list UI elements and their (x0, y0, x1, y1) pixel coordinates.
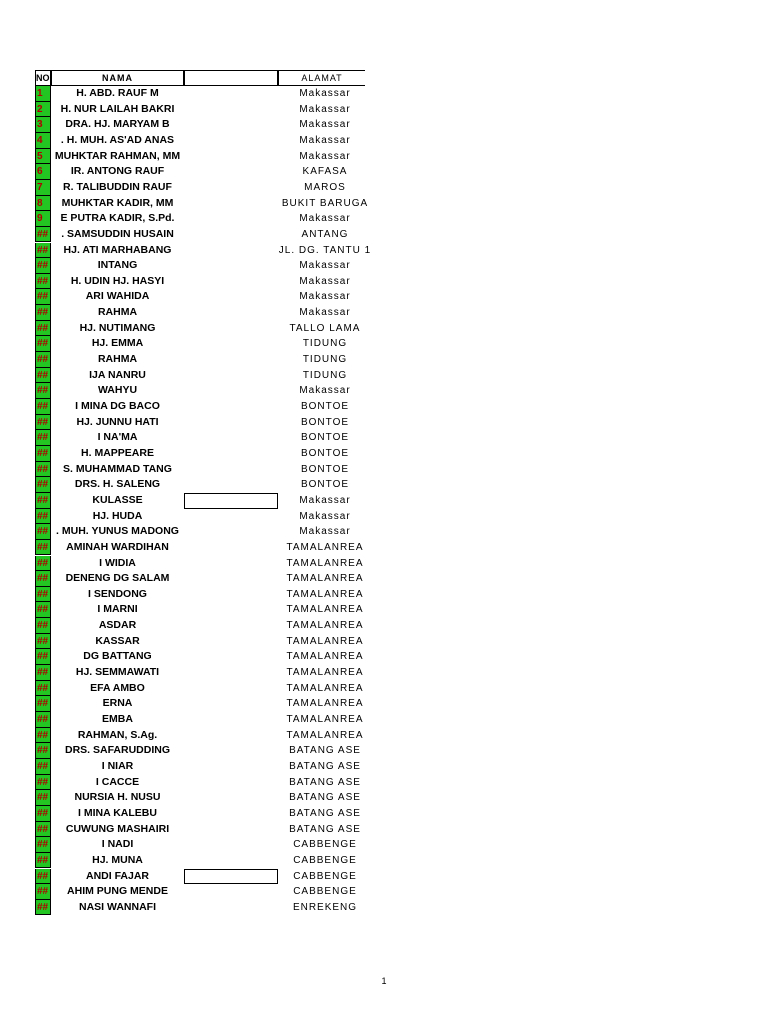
row-nama-text: I MINA DG BACO (75, 400, 160, 412)
row-nama-text: R. TALIBUDDIN RAUF (63, 180, 172, 193)
row-nama (51, 352, 184, 368)
table-row (35, 869, 357, 885)
row-alamat: Makassar (299, 150, 351, 162)
table-row (35, 618, 364, 634)
row-alamat: BONTOE (300, 463, 350, 475)
row-alamat: Makassar (299, 494, 351, 506)
row-number: ## (35, 368, 51, 384)
row-nama-text: . MUH. YUNUS MADONG (56, 525, 179, 538)
row-alamat: TAMALANREA (286, 651, 364, 663)
row-alamat: BATANG ASE (289, 776, 361, 788)
row-number: ## (35, 462, 51, 478)
row-alamat: Makassar (299, 307, 351, 319)
row-nama-text: DG BATTANG (83, 650, 152, 663)
row-nama-text: H. UDIN HJ. HASYI (70, 274, 165, 287)
row-number: ## (35, 665, 51, 681)
row-nama-text: I MINA KALEBU (78, 806, 157, 819)
row-alamat: JL. DG. TANTU 1 (278, 244, 372, 256)
row-nama (51, 383, 184, 399)
row-number: ## (35, 837, 51, 853)
row-number: ## (35, 759, 51, 775)
row-nama (51, 117, 184, 133)
row-number: ## (35, 243, 51, 259)
row-number: ## (35, 383, 51, 399)
row-alamat: BATANG ASE (289, 745, 361, 757)
row-nama-text: RAHMAN, S.Ag. (77, 728, 158, 741)
row-alamat: Makassar (299, 88, 351, 99)
row-nama-text: . SAMSUDDIN HUSAIN (61, 227, 174, 240)
row-alamat: BONTOE (300, 479, 350, 491)
header-no: NO (35, 70, 51, 86)
row-nama-text: ASDAR (98, 619, 137, 632)
row-nama-text: IR. ANTONG RAUF (70, 165, 165, 178)
row-alamat: CABBENGE (293, 886, 357, 898)
row-alamat: Makassar (299, 213, 351, 225)
table-row (35, 602, 364, 618)
row-nama (51, 86, 184, 102)
row-alamat: BUKIT BARUGA (281, 197, 369, 209)
row-nama (51, 336, 184, 352)
row-number: 6 (35, 164, 51, 180)
table-row (35, 509, 351, 525)
row-alamat: MAROS (304, 181, 346, 193)
page-number: 1 (381, 976, 387, 986)
row-number: ## (35, 258, 51, 274)
table-row (35, 430, 350, 446)
row-number: 3 (35, 117, 51, 133)
row-number: ## (35, 681, 51, 697)
table-row (35, 665, 364, 681)
row-number: 1 (35, 86, 51, 102)
row-nama (51, 305, 184, 321)
row-alamat: TAMALANREA (286, 698, 364, 710)
row-nama-text: I WIDIA (99, 556, 136, 569)
row-nama-text: ERNA (102, 697, 133, 710)
row-nama-text: S. MUHAMMAD TANG (63, 462, 172, 475)
row-nama (51, 274, 184, 290)
table-row (35, 587, 364, 603)
row-alamat: CABBENGE (293, 839, 357, 851)
row-nama-text: WAHYU (97, 384, 138, 397)
row-alamat: Makassar (299, 119, 351, 131)
row-nama (51, 289, 184, 305)
row-nama-text: DRS. H. SALENG (74, 478, 161, 491)
row-alamat: TALLO LAMA (289, 322, 361, 334)
row-alamat: TAMALANREA (286, 682, 364, 694)
row-nama (51, 743, 184, 759)
row-number: ## (35, 399, 51, 415)
row-nama (51, 399, 184, 415)
row-nama (51, 806, 184, 822)
row-number: ## (35, 305, 51, 321)
row-nama-text: I NIAR (101, 759, 134, 772)
header-alamat: ALAMAT (278, 70, 365, 86)
table-row (35, 524, 351, 540)
row-number: ## (35, 321, 51, 337)
table-row (35, 211, 351, 227)
table-row (35, 102, 351, 118)
row-alamat: Makassar (299, 275, 351, 287)
row-nama-text: MUHKTAR KADIR, MM (61, 196, 174, 209)
row-number: 2 (35, 102, 51, 118)
row-number: ## (35, 618, 51, 634)
row-number: ## (35, 493, 51, 509)
row-alamat: BONTOE (300, 416, 350, 428)
row-number: ## (35, 634, 51, 650)
row-nama-text: KULASSE (92, 493, 143, 506)
row-nama-text: EFA AMBO (90, 681, 145, 694)
row-number: ## (35, 477, 51, 493)
row-number: ## (35, 790, 51, 806)
table-row (35, 86, 351, 102)
row-nama (51, 728, 184, 744)
row-nama (51, 415, 184, 431)
row-number: ## (35, 571, 51, 587)
row-alamat: Makassar (299, 526, 351, 538)
row-number: ## (35, 509, 51, 525)
row-nama-text: CUWUNG MASHAIRI (65, 822, 170, 835)
row-nama-text: I NA'MA (97, 431, 138, 444)
table-row (35, 227, 349, 243)
row-number: 4 (35, 133, 51, 149)
row-nama-text: HJ. EMMA (91, 337, 144, 350)
row-number: ## (35, 556, 51, 572)
table-row (35, 571, 364, 587)
row-number: ## (35, 587, 51, 603)
table-row (35, 399, 350, 415)
table-row (35, 274, 351, 290)
table-row (35, 759, 361, 775)
row-nama-text: AHIM PUNG MENDE (67, 885, 168, 898)
row-alamat: TAMALANREA (286, 667, 364, 679)
row-nama-text: I SENDONG (88, 587, 147, 600)
table-row (35, 634, 364, 650)
row-alamat: BONTOE (300, 447, 350, 459)
row-alamat: Makassar (299, 103, 351, 115)
row-number: ## (35, 446, 51, 462)
row-nama-text: DENENG DG SALAM (65, 572, 170, 585)
row-alamat: Makassar (299, 385, 351, 397)
row-number: ## (35, 289, 51, 305)
row-nama (51, 540, 184, 556)
row-number: ## (35, 743, 51, 759)
table-row (35, 853, 357, 869)
row-alamat: CABBENGE (293, 870, 357, 882)
row-nama (51, 430, 184, 446)
row-nama (51, 571, 184, 587)
row-number: ## (35, 853, 51, 869)
row-nama (51, 712, 184, 728)
row-alamat: CABBENGE (293, 854, 357, 866)
table-row (35, 196, 369, 212)
table-row (35, 149, 351, 165)
table-row (35, 900, 358, 916)
row-nama-text: ANDI FAJAR (85, 869, 149, 882)
table-row (35, 681, 364, 697)
row-nama (51, 665, 184, 681)
row-nama (51, 477, 184, 493)
header-blank-cell (184, 70, 278, 86)
row-alamat: BATANG ASE (289, 792, 361, 804)
row-alamat: TAMALANREA (286, 714, 364, 725)
row-number: ## (35, 806, 51, 822)
row-nama-text: HJ. MUNA (92, 853, 143, 866)
row-nama-text: MUHKTAR RAHMAN, MM (54, 149, 181, 162)
row-number: ## (35, 352, 51, 368)
row-alamat: Makassar (299, 510, 351, 522)
row-nama (51, 556, 184, 572)
row-alamat: TIDUNG (302, 338, 348, 350)
row-alamat: TAMALANREA (286, 620, 364, 632)
table-row (35, 649, 364, 665)
table-row (35, 837, 357, 853)
table-row (35, 477, 350, 493)
table-row (35, 164, 348, 180)
row-nama (51, 446, 184, 462)
row-alamat: Makassar (299, 134, 351, 146)
row-number: 9 (35, 211, 51, 227)
row-alamat: BONTOE (300, 401, 350, 412)
row-number: ## (35, 274, 51, 290)
row-alamat: TAMALANREA (286, 604, 364, 616)
table-row (35, 383, 351, 399)
row-number: ## (35, 822, 51, 838)
row-nama (51, 618, 184, 634)
row-alamat: TAMALANREA (286, 729, 364, 741)
table-row (35, 696, 364, 712)
row-nama (51, 321, 184, 337)
row-nama-text: IJA NANRU (89, 368, 146, 381)
row-nama-text: I CACCE (95, 775, 140, 788)
row-alamat: BONTOE (300, 432, 350, 444)
row-nama (51, 587, 184, 603)
row-number: ## (35, 775, 51, 791)
row-nama (51, 775, 184, 791)
row-nama-text: NURSIA H. NUSU (74, 791, 161, 804)
row-nama (51, 634, 184, 650)
row-nama (51, 102, 184, 118)
row-alamat: TIDUNG (302, 369, 348, 381)
row-nama (51, 869, 184, 885)
row-nama (51, 149, 184, 165)
table-row (35, 305, 351, 321)
header-nama: NAMA (51, 70, 184, 86)
row-number: ## (35, 540, 51, 556)
row-nama (51, 884, 184, 900)
table-row (35, 289, 351, 305)
row-nama (51, 759, 184, 775)
row-nama (51, 211, 184, 227)
row-number: ## (35, 712, 51, 728)
row-nama (51, 180, 184, 196)
row-alamat: BATANG ASE (289, 823, 361, 835)
row-alamat: KAFASA (302, 166, 348, 178)
table-row (35, 133, 351, 149)
row-nama-text: HJ. JUNNU HATI (76, 415, 159, 428)
row-number: 8 (35, 196, 51, 212)
table-row (35, 415, 350, 431)
row-nama (51, 196, 184, 212)
table-row (35, 446, 350, 462)
table-row (35, 806, 361, 822)
row-nama (51, 462, 184, 478)
table-row (35, 775, 361, 791)
row-nama (51, 164, 184, 180)
row-nama (51, 493, 184, 509)
row-alamat: Makassar (299, 291, 351, 303)
row-alamat: TAMALANREA (286, 635, 364, 647)
table-row (35, 180, 346, 196)
table-row (35, 790, 361, 806)
row-alamat: BATANG ASE (289, 807, 361, 819)
row-nama-text: HJ. NUTIMANG (79, 321, 156, 334)
table-row (35, 258, 351, 274)
table-row (35, 462, 350, 478)
row-nama-text: H. MAPPEARE (81, 446, 154, 459)
row-number: ## (35, 336, 51, 352)
row-nama-text: ARI WAHIDA (85, 290, 150, 303)
row-nama-text: RAHMA (97, 353, 138, 366)
table-row (35, 117, 351, 133)
table-row (35, 540, 364, 556)
row-alamat: TAMALANREA (286, 557, 364, 569)
row-nama (51, 649, 184, 665)
row-nama (51, 822, 184, 838)
row-number: ## (35, 524, 51, 540)
table-row (35, 243, 372, 259)
row-nama (51, 837, 184, 853)
row-nama-text: . H. MUH. AS'AD ANAS (60, 133, 175, 146)
row-nama (51, 368, 184, 384)
row-number: ## (35, 728, 51, 744)
row-nama-text: E PUTRA KADIR, S.Pd. (60, 212, 175, 225)
table-row (35, 321, 361, 337)
row-number: 5 (35, 149, 51, 165)
row-nama (51, 602, 184, 618)
row-number: ## (35, 430, 51, 446)
row-nama (51, 900, 184, 916)
row-nama-text: HJ. SEMMAWATI (75, 666, 160, 679)
table-row (35, 728, 364, 744)
row-nama (51, 509, 184, 525)
row-alamat: ANTANG (301, 228, 349, 240)
row-number: ## (35, 884, 51, 900)
row-alamat: Makassar (299, 260, 351, 272)
row-number: ## (35, 649, 51, 665)
row-number: ## (35, 602, 51, 618)
table-row (35, 368, 348, 384)
row-alamat: TAMALANREA (286, 588, 364, 600)
row-nama (51, 696, 184, 712)
row-number: ## (35, 696, 51, 712)
row-nama-text: NASI WANNAFI (79, 900, 156, 913)
row-nama (51, 853, 184, 869)
row-nama (51, 227, 184, 243)
row-nama (51, 524, 184, 540)
row-nama-text: INTANG (97, 259, 138, 272)
row-nama-text: HJ. HUDA (92, 509, 143, 522)
table-row (35, 822, 361, 838)
row-alamat: TIDUNG (302, 354, 348, 366)
table-row (35, 493, 351, 509)
row-alamat: TAMALANREA (286, 573, 364, 585)
row-nama-text: H. NUR LAILAH BAKRI (60, 102, 175, 115)
row-alamat: BATANG ASE (289, 760, 361, 772)
row-nama-text: I MARNI (97, 603, 138, 616)
table-row (35, 352, 348, 368)
row-alamat: TAMALANREA (286, 541, 364, 553)
row-nama-text: EMBA (102, 713, 133, 725)
row-nama-text: AMINAH WARDIHAN (66, 540, 169, 553)
row-nama (51, 243, 184, 259)
row-number: 7 (35, 180, 51, 196)
row-nama (51, 258, 184, 274)
table-row (35, 556, 364, 572)
table-row (35, 336, 348, 352)
table-row (35, 743, 361, 759)
row-nama-text: I NADI (101, 838, 134, 851)
row-number: ## (35, 900, 51, 916)
row-nama (51, 133, 184, 149)
row-nama-text: DRS. SAFARUDDING (64, 744, 170, 757)
row-nama-text: H. ABD. RAUF M (76, 87, 159, 99)
row-nama-text: KASSAR (95, 634, 140, 647)
table-row (35, 884, 357, 900)
row-number: ## (35, 227, 51, 243)
row-nama-text: HJ. ATI MARHABANG (63, 243, 172, 256)
row-nama-text: RAHMA (97, 306, 138, 319)
row-number: ## (35, 869, 51, 885)
row-nama-text: DRA. HJ. MARYAM B (65, 118, 170, 131)
row-alamat: ENREKENG (292, 901, 358, 913)
table-row (35, 712, 364, 728)
row-number: ## (35, 415, 51, 431)
row-nama (51, 681, 184, 697)
row-nama (51, 790, 184, 806)
